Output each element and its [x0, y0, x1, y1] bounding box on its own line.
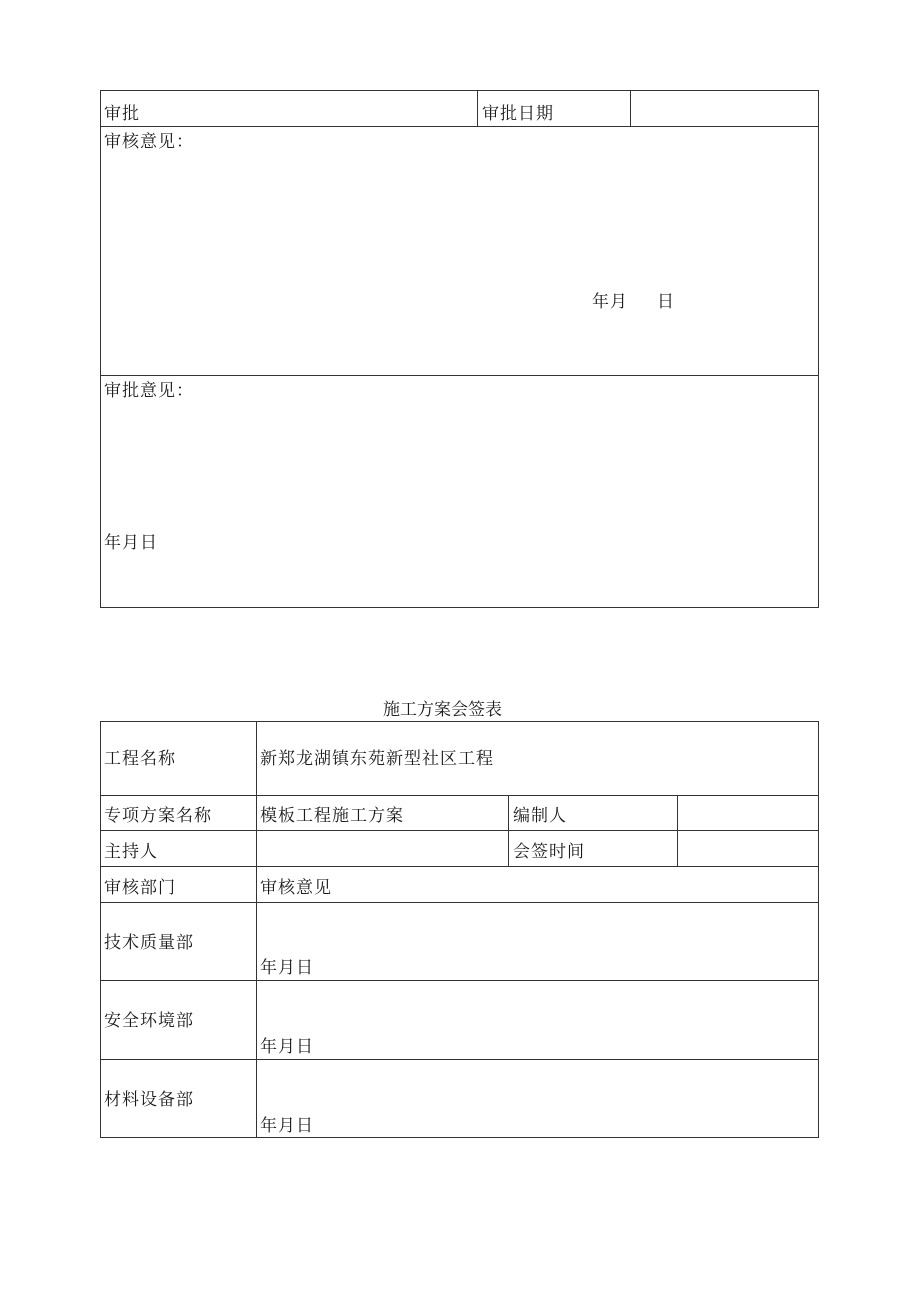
review-date-day: 日 [657, 292, 675, 312]
special-plan-value[interactable]: 模板工程施工方案 [260, 806, 404, 826]
department-name: 材料设备部 [104, 1090, 194, 1110]
row-divider [100, 795, 819, 796]
table-border-left [100, 721, 101, 1138]
signoff-time-label: 会签时间 [513, 842, 585, 862]
row-divider [100, 830, 819, 831]
approve-label: 审批 [104, 104, 140, 124]
row-divider [100, 866, 819, 867]
department-name: 技术质量部 [104, 933, 194, 953]
table-border-top [100, 721, 819, 722]
review-dept-header: 审核部门 [104, 878, 176, 898]
special-plan-label: 专项方案名称 [104, 806, 212, 826]
approval-opinion-label: 审批意见： [104, 381, 194, 401]
approval-date: 年月日 [104, 533, 158, 553]
project-name-value[interactable]: 新郑龙湖镇东苑新型社区工程 [260, 749, 494, 769]
approve-date-label: 审批日期 [482, 104, 554, 124]
review-opinion-header: 审核意见 [260, 878, 332, 898]
review-date-year-month: 年月 [592, 292, 628, 312]
col-divider [677, 795, 678, 867]
row-divider [100, 1059, 819, 1060]
col-divider [508, 795, 509, 867]
project-name-label: 工程名称 [104, 749, 176, 769]
review-opinion-label: 审核意见： [104, 132, 194, 152]
row-divider [100, 980, 819, 981]
row-divider [100, 902, 819, 903]
signoff-table-title: 施工方案会签表 [383, 700, 502, 720]
department-date: 年月日 [260, 1116, 314, 1136]
col-divider [256, 721, 257, 1138]
department-name: 安全环境部 [104, 1011, 194, 1031]
compiler-label: 编制人 [513, 806, 567, 826]
host-label: 主持人 [104, 842, 158, 862]
department-date: 年月日 [260, 1037, 314, 1057]
table-border-bottom [100, 1137, 819, 1138]
department-date: 年月日 [260, 958, 314, 978]
table-border-right [818, 721, 819, 1138]
